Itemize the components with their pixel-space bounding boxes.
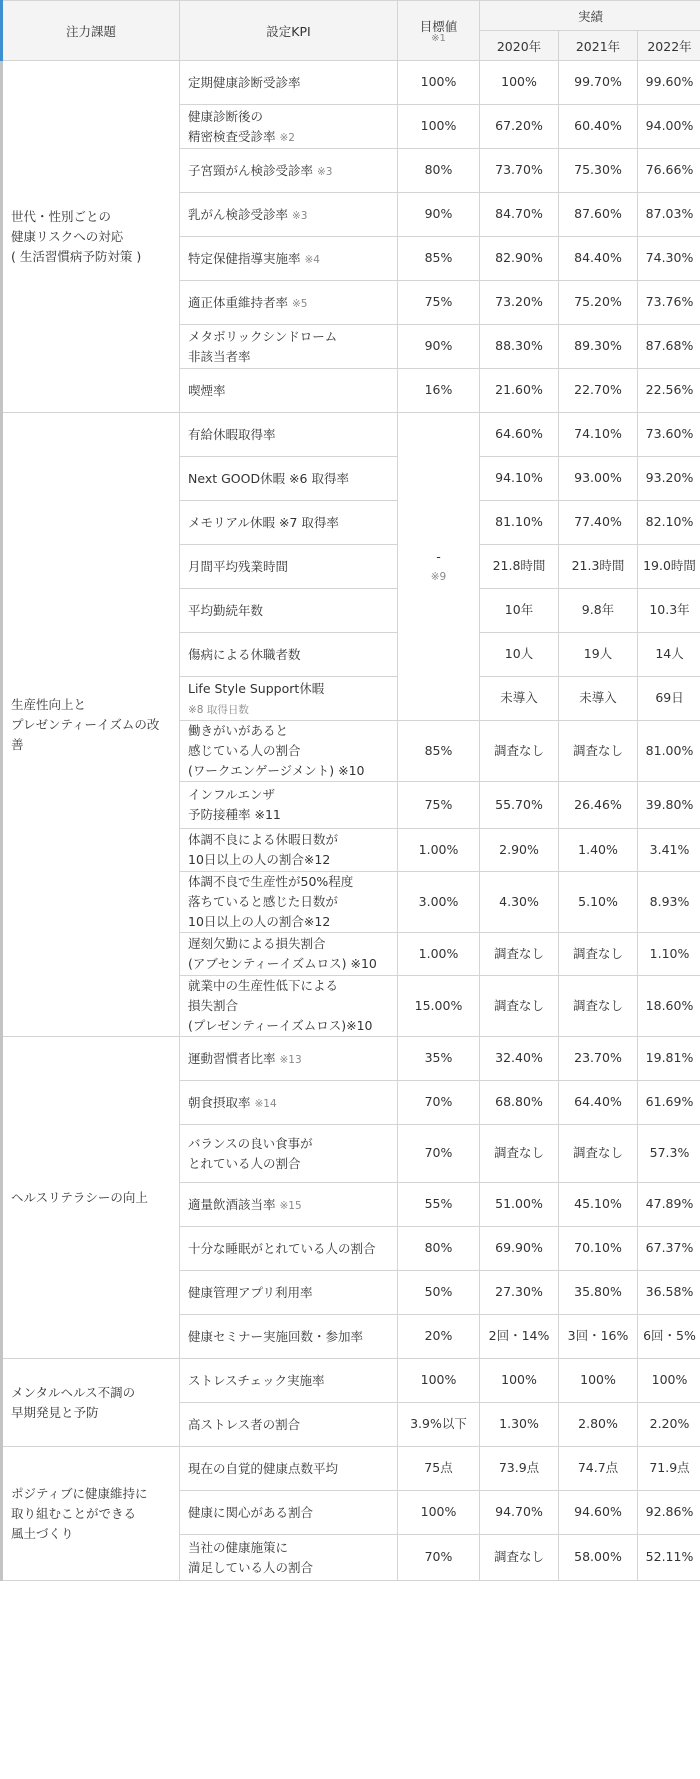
kpi-line: 平均勤続年数: [188, 602, 264, 618]
target-cell: 100%: [398, 1491, 480, 1535]
kpi-cell: [180, 237, 398, 281]
value-2021: 26.46%: [559, 782, 638, 829]
value-2020: 4.30%: [480, 872, 559, 933]
kpi-cell: [180, 193, 398, 237]
kpi-note: ※5: [292, 297, 308, 310]
kpi-cell: [180, 325, 398, 369]
kpi-line: 遅刻欠勤による損失割合: [188, 936, 326, 951]
table-row: [2, 1447, 700, 1491]
header-results: 実績: [480, 1, 700, 31]
kpi-line: 働きがいがあると: [188, 723, 289, 738]
value-2022: 69日: [638, 677, 700, 721]
header-year-2020: 2020年: [480, 31, 559, 61]
kpi-line: 就業中の生産性低下による: [188, 978, 339, 993]
target-cell: 16%: [398, 369, 480, 413]
value-2020: 10人: [480, 633, 559, 677]
value-2021: 調査なし: [559, 1125, 638, 1183]
value-2021: 45.10%: [559, 1183, 638, 1227]
value-2021: 調査なし: [559, 933, 638, 976]
target-cell: 70%: [398, 1125, 480, 1183]
value-2022: 87.68%: [638, 325, 700, 369]
kpi-cell: [180, 545, 398, 589]
value-2021: 1.40%: [559, 829, 638, 872]
value-2021: 84.40%: [559, 237, 638, 281]
value-2020: 82.90%: [480, 237, 559, 281]
value-2020: 27.30%: [480, 1271, 559, 1315]
value-2022: 18.60%: [638, 976, 700, 1037]
value-2020: 調査なし: [480, 721, 559, 782]
target-note: ※9: [430, 570, 447, 583]
target-cell: 100%: [398, 1359, 480, 1403]
value-2022: 73.60%: [638, 413, 700, 457]
target-cell: 70%: [398, 1081, 480, 1125]
value-2022: 57.3%: [638, 1125, 700, 1183]
kpi-cell: [180, 413, 398, 457]
value-2022: 19.0時間: [638, 545, 700, 589]
target-cell: 1.00%: [398, 933, 480, 976]
value-2022: 71.9点: [638, 1447, 700, 1491]
kpi-line: 定期健康診断受診率: [188, 74, 301, 90]
kpi-note: ※4: [304, 253, 320, 266]
kpi-cell: [180, 1227, 398, 1271]
target-cell: 75%: [398, 281, 480, 325]
kpi-line: 予防接種率 ※11: [188, 807, 281, 822]
kpi-cell: [180, 1315, 398, 1359]
target-cell: 15.00%: [398, 976, 480, 1037]
issue-cell: [2, 61, 180, 413]
target-cell: 100%: [398, 105, 480, 149]
kpi-cell: [180, 1081, 398, 1125]
kpi-line: Life Style Support休暇: [188, 680, 325, 696]
target-cell: 100%: [398, 61, 480, 105]
target-cell: 70%: [398, 1535, 480, 1581]
kpi-cell: [180, 1125, 398, 1183]
value-2021: 60.40%: [559, 105, 638, 149]
kpi-cell: [180, 501, 398, 545]
target-cell: 75%: [398, 782, 480, 829]
kpi-cell: [180, 782, 398, 829]
kpi-note: ※3: [317, 165, 333, 178]
value-2021: 調査なし: [559, 976, 638, 1037]
value-2022: 73.76%: [638, 281, 700, 325]
value-2021: 99.70%: [559, 61, 638, 105]
kpi-cell: [180, 872, 398, 933]
value-2021: 調査なし: [559, 721, 638, 782]
value-2020: 69.90%: [480, 1227, 559, 1271]
kpi-line: メタボリックシンドローム: [188, 328, 338, 344]
issue-line: プレゼンティーイズムの改善: [11, 716, 160, 752]
kpi-line: 適正体重維持者率: [188, 294, 289, 310]
issue-line: 世代・性別ごとの: [11, 208, 112, 224]
kpi-line: 10日以上の人の割合※12: [188, 914, 331, 929]
kpi-line: 当社の健康施策に: [188, 1539, 289, 1555]
value-2020: 94.10%: [480, 457, 559, 501]
kpi-line: インフルエンザ: [188, 787, 276, 802]
value-2021: 77.40%: [559, 501, 638, 545]
value-2022: 36.58%: [638, 1271, 700, 1315]
value-2020: 調査なし: [480, 933, 559, 976]
value-2022: 92.86%: [638, 1491, 700, 1535]
value-2021: 22.70%: [559, 369, 638, 413]
table-row: [2, 61, 700, 105]
target-cell: 90%: [398, 193, 480, 237]
value-2021: 89.30%: [559, 325, 638, 369]
kpi-line: 満足している人の割合: [188, 1559, 314, 1575]
value-2022: 87.03%: [638, 193, 700, 237]
kpi-line: ストレスチェック実施率: [188, 1372, 325, 1388]
value-2020: 68.80%: [480, 1081, 559, 1125]
value-2021: 9.8年: [559, 589, 638, 633]
kpi-line: 高ストレス者の割合: [188, 1416, 301, 1432]
kpi-line: 喫煙率: [188, 382, 226, 398]
value-2022: 22.56%: [638, 369, 700, 413]
kpi-line: 月間平均残業時間: [188, 558, 289, 574]
kpi-line: 特定保健指導実施率: [188, 250, 301, 266]
kpi-note: ※2: [279, 131, 295, 144]
value-2021: 19人: [559, 633, 638, 677]
kpi-cell: [180, 1037, 398, 1081]
kpi-line: 朝食摂取率: [188, 1094, 251, 1110]
issue-cell: [2, 1037, 180, 1359]
issue-line: 早期発見と予防: [11, 1404, 99, 1420]
target-dash: -: [436, 548, 441, 564]
kpi-line: 健康に関心がある割合: [188, 1504, 314, 1520]
issue-cell: [2, 1359, 180, 1447]
kpi-cell: [180, 633, 398, 677]
target-cell: 90%: [398, 325, 480, 369]
target-cell: 80%: [398, 149, 480, 193]
value-2020: 73.9点: [480, 1447, 559, 1491]
kpi-line: (プレゼンティーイズムロス)※10: [188, 1018, 373, 1033]
value-2020: 32.40%: [480, 1037, 559, 1081]
kpi-line: 健康診断後の: [188, 108, 264, 124]
value-2022: 8.93%: [638, 872, 700, 933]
kpi-cell: [180, 149, 398, 193]
kpi-cell: [180, 829, 398, 872]
value-2021: 未導入: [559, 677, 638, 721]
value-2021: 2.80%: [559, 1403, 638, 1447]
value-2022: 76.66%: [638, 149, 700, 193]
kpi-cell: [180, 589, 398, 633]
value-2020: 21.8時間: [480, 545, 559, 589]
value-2021: 74.10%: [559, 413, 638, 457]
kpi-line: 感じている人の割合: [188, 743, 301, 758]
kpi-cell: [180, 1183, 398, 1227]
value-2020: 1.30%: [480, 1403, 559, 1447]
value-2020: 調査なし: [480, 976, 559, 1037]
kpi-cell: [180, 933, 398, 976]
header-target-label: 目標値: [419, 19, 458, 34]
value-2022: 94.00%: [638, 105, 700, 149]
value-2020: 73.70%: [480, 149, 559, 193]
value-2021: 70.10%: [559, 1227, 638, 1271]
target-cell: 3.00%: [398, 872, 480, 933]
target-cell: 1.00%: [398, 829, 480, 872]
kpi-cell: [180, 369, 398, 413]
value-2021: 74.7点: [559, 1447, 638, 1491]
value-2021: 75.20%: [559, 281, 638, 325]
issue-line: 健康リスクへの対応: [11, 228, 124, 244]
kpi-cell: [180, 281, 398, 325]
value-2021: 64.40%: [559, 1081, 638, 1125]
table-body: [2, 61, 700, 1581]
value-2022: 81.00%: [638, 721, 700, 782]
value-2020: 88.30%: [480, 325, 559, 369]
value-2022: 93.20%: [638, 457, 700, 501]
value-2020: 未導入: [480, 677, 559, 721]
header-target-note: ※1: [431, 33, 446, 44]
issue-cell: [2, 413, 180, 1037]
issue-line: メンタルヘルス不調の: [11, 1384, 136, 1400]
kpi-line: 健康管理アプリ利用率: [188, 1284, 313, 1300]
value-2020: 10年: [480, 589, 559, 633]
value-2022: 47.89%: [638, 1183, 700, 1227]
value-2022: 67.37%: [638, 1227, 700, 1271]
target-cell: 80%: [398, 1227, 480, 1271]
kpi-line: メモリアル休暇 ※7 取得率: [188, 514, 339, 530]
value-2020: 94.70%: [480, 1491, 559, 1535]
kpi-line: バランスの良い食事が: [188, 1135, 313, 1151]
kpi-line: 損失割合: [188, 998, 239, 1013]
kpi-cell: [180, 1271, 398, 1315]
kpi-line: とれている人の割合: [188, 1155, 301, 1171]
value-2022: 82.10%: [638, 501, 700, 545]
value-2021: 21.3時間: [559, 545, 638, 589]
target-cell: 55%: [398, 1183, 480, 1227]
kpi-note: ※15: [279, 1199, 302, 1212]
issue-line: 生産性向上と: [11, 696, 87, 712]
value-2021: 3回・16%: [559, 1315, 638, 1359]
kpi-cell: [180, 61, 398, 105]
kpi-line: 有給休暇取得率: [188, 426, 276, 442]
value-2022: 74.30%: [638, 237, 700, 281]
target-cell: 85%: [398, 237, 480, 281]
kpi-line: (ワークエンゲージメント) ※10: [188, 763, 365, 778]
value-2020: 64.60%: [480, 413, 559, 457]
value-2022: 99.60%: [638, 61, 700, 105]
target-cell: 85%: [398, 721, 480, 782]
value-2022: 14人: [638, 633, 700, 677]
table-row: [2, 1037, 700, 1081]
kpi-line: 傷病による休職者数: [188, 646, 301, 662]
header-target: [398, 1, 480, 61]
kpi-line: 運動習慣者比率: [188, 1050, 276, 1066]
kpi-note: ※14: [254, 1097, 277, 1110]
value-2021: 100%: [559, 1359, 638, 1403]
kpi-sub: ※8 取得日数: [188, 703, 249, 716]
kpi-cell: [180, 457, 398, 501]
value-2020: 51.00%: [480, 1183, 559, 1227]
kpi-cell: [180, 1535, 398, 1581]
issue-line: 風土づくり: [11, 1525, 74, 1541]
value-2022: 39.80%: [638, 782, 700, 829]
value-2022: 3.41%: [638, 829, 700, 872]
kpi-line: (アブセンティーイズムロス) ※10: [188, 956, 377, 971]
value-2020: 67.20%: [480, 105, 559, 149]
value-2020: 2.90%: [480, 829, 559, 872]
kpi-line: 適量飲酒該当率: [188, 1196, 276, 1212]
value-2021: 58.00%: [559, 1535, 638, 1581]
kpi-note: ※3: [292, 209, 308, 222]
value-2022: 19.81%: [638, 1037, 700, 1081]
value-2020: 調査なし: [480, 1125, 559, 1183]
value-2022: 2.20%: [638, 1403, 700, 1447]
issue-line: ヘルスリテラシーの向上: [11, 1189, 148, 1205]
header-year-2021: 2021年: [559, 31, 638, 61]
kpi-cell: [180, 1359, 398, 1403]
kpi-cell: [180, 721, 398, 782]
value-2020: 73.20%: [480, 281, 559, 325]
kpi-line: 精密検査受診率: [188, 128, 276, 144]
target-cell: 50%: [398, 1271, 480, 1315]
kpi-line: 非該当者率: [188, 348, 251, 364]
value-2020: 調査なし: [480, 1535, 559, 1581]
value-2021: 75.30%: [559, 149, 638, 193]
kpi-line: 健康セミナー実施回数・参加率: [188, 1328, 364, 1344]
issue-line: 取り組むことができる: [11, 1505, 137, 1521]
kpi-line: 10日以上の人の割合※12: [188, 852, 331, 867]
kpi-line: 体調不良による休暇日数が: [188, 832, 339, 847]
kpi-line: 体調不良で生産性が50%程度: [188, 874, 354, 889]
value-2021: 23.70%: [559, 1037, 638, 1081]
kpi-note: ※13: [279, 1053, 302, 1066]
kpi-line: 乳がん検診受診率: [188, 206, 289, 222]
value-2022: 6回・5%: [638, 1315, 700, 1359]
value-2020: 100%: [480, 61, 559, 105]
value-2020: 21.60%: [480, 369, 559, 413]
target-cell: 35%: [398, 1037, 480, 1081]
kpi-cell: [180, 1491, 398, 1535]
issue-line: ポジティブに健康維持に: [11, 1485, 148, 1501]
value-2020: 2回・14%: [480, 1315, 559, 1359]
value-2020: 81.10%: [480, 501, 559, 545]
value-2022: 61.69%: [638, 1081, 700, 1125]
issue-line: ( 生活習慣病予防対策 ): [11, 248, 142, 264]
header-issue: 注力課題: [2, 1, 180, 61]
value-2020: 55.70%: [480, 782, 559, 829]
kpi-line: Next GOOD休暇 ※6 取得率: [188, 470, 349, 486]
value-2021: 5.10%: [559, 872, 638, 933]
target-cell: 20%: [398, 1315, 480, 1359]
value-2021: 87.60%: [559, 193, 638, 237]
value-2022: 10.3年: [638, 589, 700, 633]
value-2020: 100%: [480, 1359, 559, 1403]
table-row: [2, 413, 700, 457]
kpi-line: 落ちていると感じた日数が: [188, 894, 338, 909]
value-2022: 100%: [638, 1359, 700, 1403]
header-year-2022: 2022年: [638, 31, 700, 61]
kpi-cell: [180, 1403, 398, 1447]
value-2021: 93.00%: [559, 457, 638, 501]
kpi-line: 子宮頸がん検診受診率: [188, 162, 314, 178]
target-cell: [398, 413, 480, 721]
kpi-line: 十分な睡眠がとれている人の割合: [188, 1240, 376, 1256]
issue-cell: [2, 1447, 180, 1581]
kpi-cell: [180, 976, 398, 1037]
value-2021: 94.60%: [559, 1491, 638, 1535]
kpi-line: 現在の自覚的健康点数平均: [188, 1460, 339, 1476]
value-2022: 52.11%: [638, 1535, 700, 1581]
table-row: [2, 1359, 700, 1403]
value-2021: 35.80%: [559, 1271, 638, 1315]
kpi-cell: [180, 677, 398, 721]
header-kpi: 設定KPI: [180, 1, 398, 61]
target-cell: 3.9%以下: [398, 1403, 480, 1447]
kpi-cell: [180, 105, 398, 149]
target-cell: 75点: [398, 1447, 480, 1491]
value-2022: 1.10%: [638, 933, 700, 976]
value-2020: 84.70%: [480, 193, 559, 237]
kpi-cell: [180, 1447, 398, 1491]
